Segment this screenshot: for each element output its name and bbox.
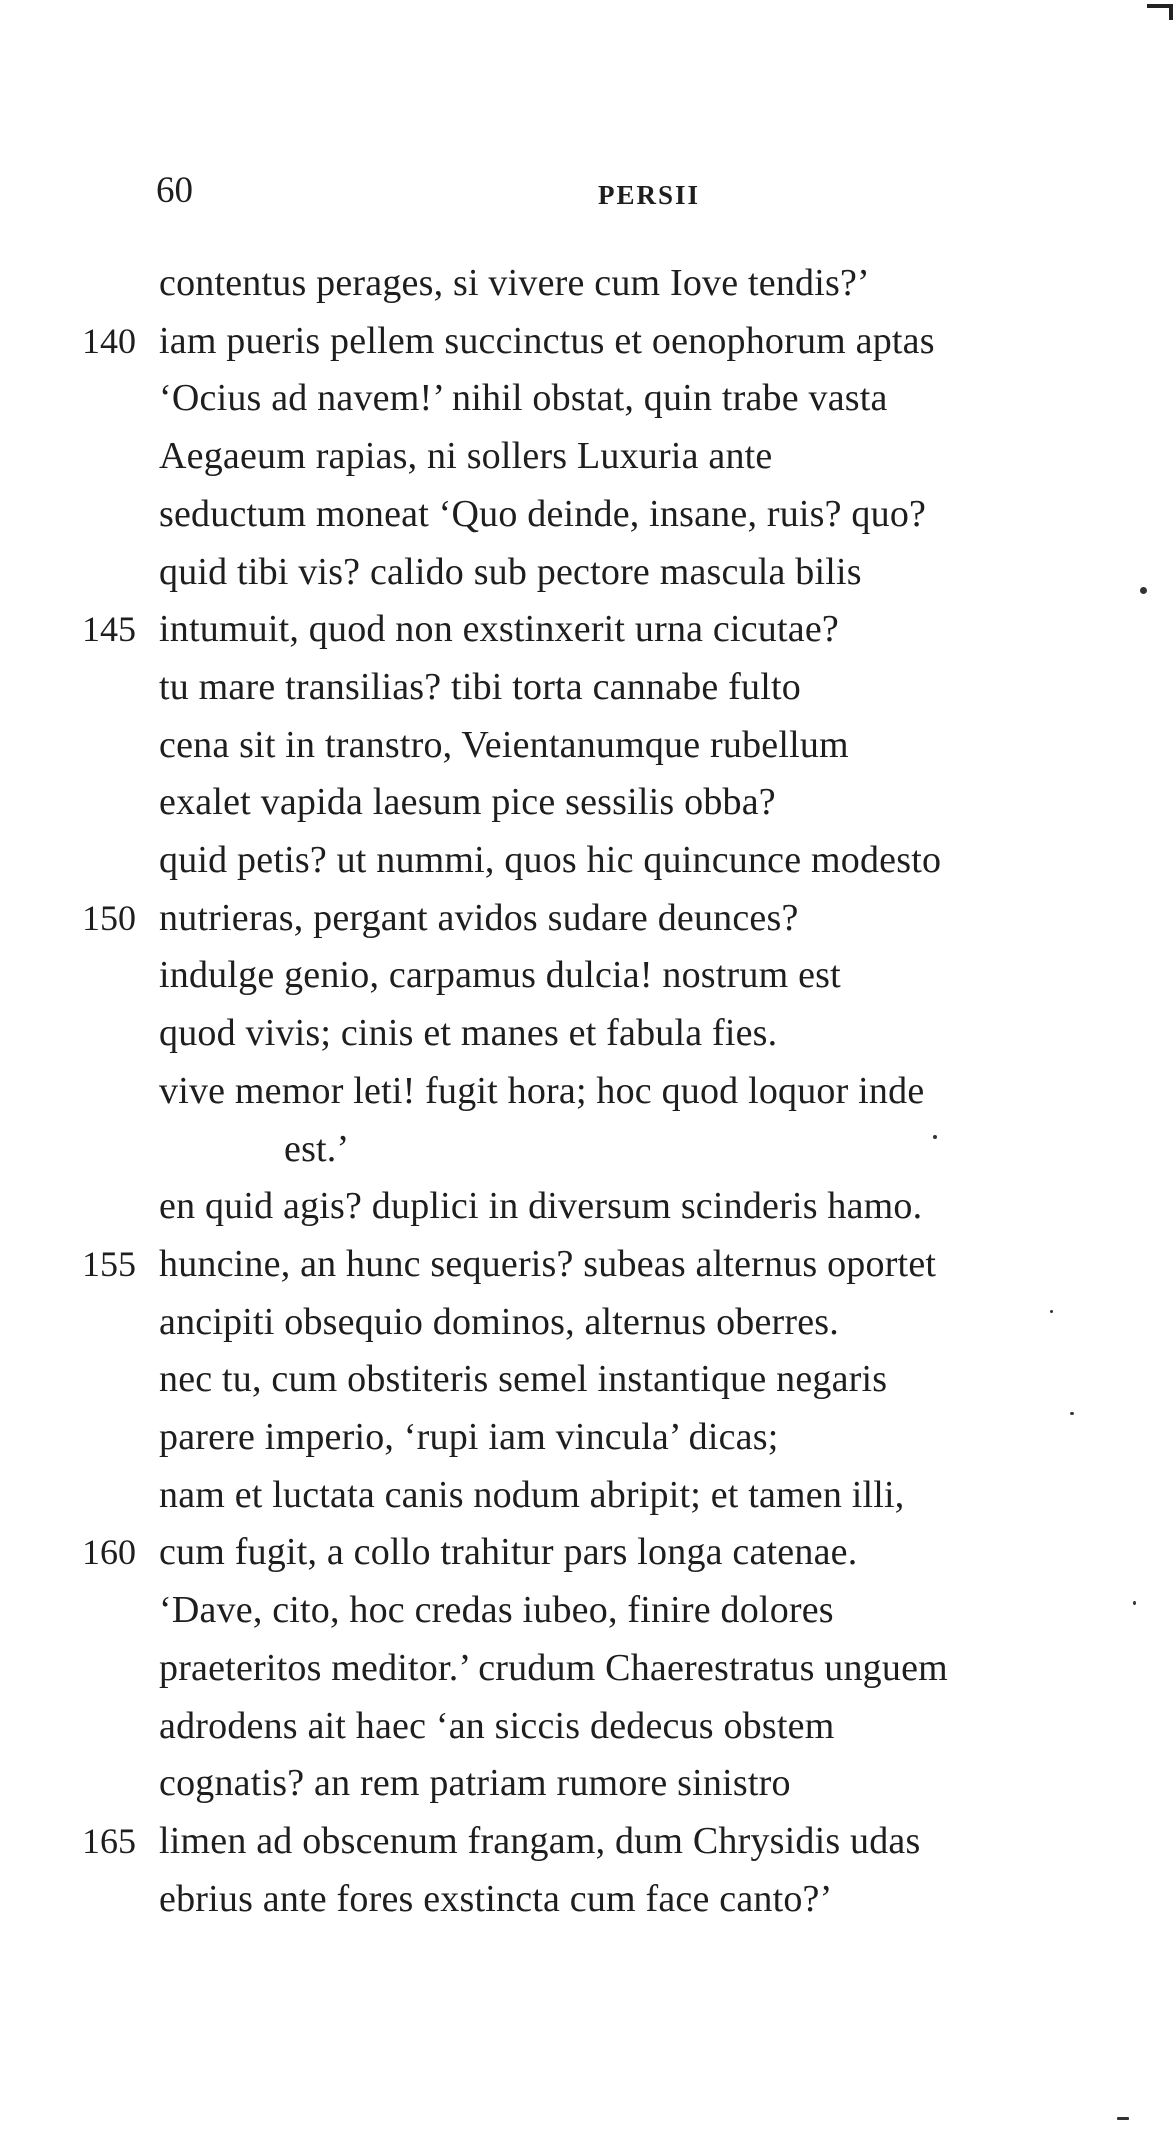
verse-text: vive memor leti! fugit hora; hoc quod loquor inde xyxy=(159,1070,925,1112)
running-head: PERSII xyxy=(598,180,701,210)
verse-line xyxy=(0,889,1173,947)
verse-text: contentus perages, si vivere cum Iove tendis?’ xyxy=(159,262,870,304)
verse-line xyxy=(0,1870,1173,1928)
verse-line xyxy=(0,543,1173,601)
verse-line xyxy=(0,1177,1173,1235)
verse-runover-text: est.’ xyxy=(284,1128,350,1170)
print-speck xyxy=(933,1135,937,1139)
verse-line xyxy=(0,773,1173,831)
verse-text: limen ad obscenum frangam, dum Chrysidis udas xyxy=(159,1820,921,1862)
verse-text: tu mare transilias? tibi torta cannabe fulto xyxy=(159,666,801,708)
line-number: 165 xyxy=(82,1821,136,1861)
verse-line xyxy=(0,1639,1173,1697)
verse-line xyxy=(0,1062,1173,1120)
verse-line xyxy=(0,1697,1173,1755)
verse-text: nam et luctata canis nodum abripit; et tamen illi, xyxy=(159,1474,905,1516)
verse-line xyxy=(0,1235,1173,1293)
line-number: 150 xyxy=(82,898,136,938)
verse-text: adrodens ait haec ‘an siccis dedecus obstem xyxy=(159,1705,835,1747)
verse-text: praeteritos meditor.’ crudum Chaerestratus unguem xyxy=(159,1647,948,1689)
verse-text: cognatis? an rem patriam rumore sinistro xyxy=(159,1762,791,1804)
verse-text: indulge genio, carpamus dulcia! nostrum est xyxy=(159,954,841,996)
print-speck xyxy=(1140,587,1147,594)
line-number: 155 xyxy=(82,1244,136,1284)
verse-line xyxy=(0,946,1173,1004)
print-speck xyxy=(1070,1412,1074,1415)
verse-text: ‘Dave, cito, hoc credas iubeo, finire dolores xyxy=(159,1589,834,1631)
verse-text: ebrius ante fores exstincta cum face canto?’ xyxy=(159,1878,833,1920)
verse-text: nutrieras, pergant avidos sudare deunces? xyxy=(159,897,799,939)
verse-line xyxy=(0,600,1173,658)
print-speck xyxy=(1050,1310,1053,1313)
page-number: 60 xyxy=(156,170,193,211)
verse-line xyxy=(0,716,1173,774)
verse-line xyxy=(0,1581,1173,1639)
verse-line xyxy=(0,312,1173,370)
verse-text: ancipiti obsequio dominos, alternus oberres. xyxy=(159,1301,839,1343)
verse-text: ‘Ocius ad navem!’ nihil obstat, quin trabe vasta xyxy=(159,377,888,419)
verse-line xyxy=(0,1523,1173,1581)
verse-text: exalet vapida laesum pice sessilis obba? xyxy=(159,781,776,823)
verse-line xyxy=(0,485,1173,543)
line-number: 160 xyxy=(82,1532,136,1572)
verse-line xyxy=(0,1408,1173,1466)
verse-line xyxy=(0,831,1173,889)
verse-text: Aegaeum rapias, ni sollers Luxuria ante xyxy=(159,435,773,477)
verse-text: huncine, an hunc sequeris? subeas alternus oportet xyxy=(159,1243,937,1285)
verse-line xyxy=(0,1293,1173,1351)
verse-line xyxy=(0,1812,1173,1870)
verse-line xyxy=(0,1466,1173,1524)
verse-text: quid tibi vis? calido sub pectore mascula bilis xyxy=(159,551,862,593)
verse-line xyxy=(0,1004,1173,1062)
verse-line xyxy=(0,1754,1173,1812)
verse-line xyxy=(0,427,1173,485)
verse-text: cena sit in transtro, Veientanumque rubellum xyxy=(159,724,849,766)
verse-line xyxy=(0,369,1173,427)
verse-line xyxy=(0,1120,1173,1178)
verse-text: en quid agis? duplici in diversum scinderis hamo. xyxy=(159,1185,923,1227)
verse-text: quid petis? ut nummi, quos hic quincunce modesto xyxy=(159,839,942,881)
verse-text: seductum moneat ‘Quo deinde, insane, ruis? quo? xyxy=(159,493,927,535)
verse-text: quod vivis; cinis et manes et fabula fies. xyxy=(159,1012,778,1054)
verse-line xyxy=(0,658,1173,716)
verse-line xyxy=(0,1350,1173,1408)
verse-text: nec tu, cum obstiteris semel instantique negaris xyxy=(159,1358,888,1400)
verse-text: iam pueris pellem succinctus et oenophorum aptas xyxy=(159,320,935,362)
verse-text: parere imperio, ‘rupi iam vincula’ dicas; xyxy=(159,1416,779,1458)
print-speck xyxy=(1117,2117,1129,2120)
verse-text: cum fugit, a collo trahitur pars longa catenae. xyxy=(159,1531,858,1573)
print-speck xyxy=(1133,1601,1136,1605)
verse-text: intumuit, quod non exstinxerit urna cicutae? xyxy=(159,608,839,650)
line-number: 145 xyxy=(82,609,136,649)
verse-line xyxy=(0,254,1173,312)
page-header xyxy=(0,166,1173,216)
page-corner-mark xyxy=(1147,0,1173,20)
line-number: 140 xyxy=(82,321,136,361)
